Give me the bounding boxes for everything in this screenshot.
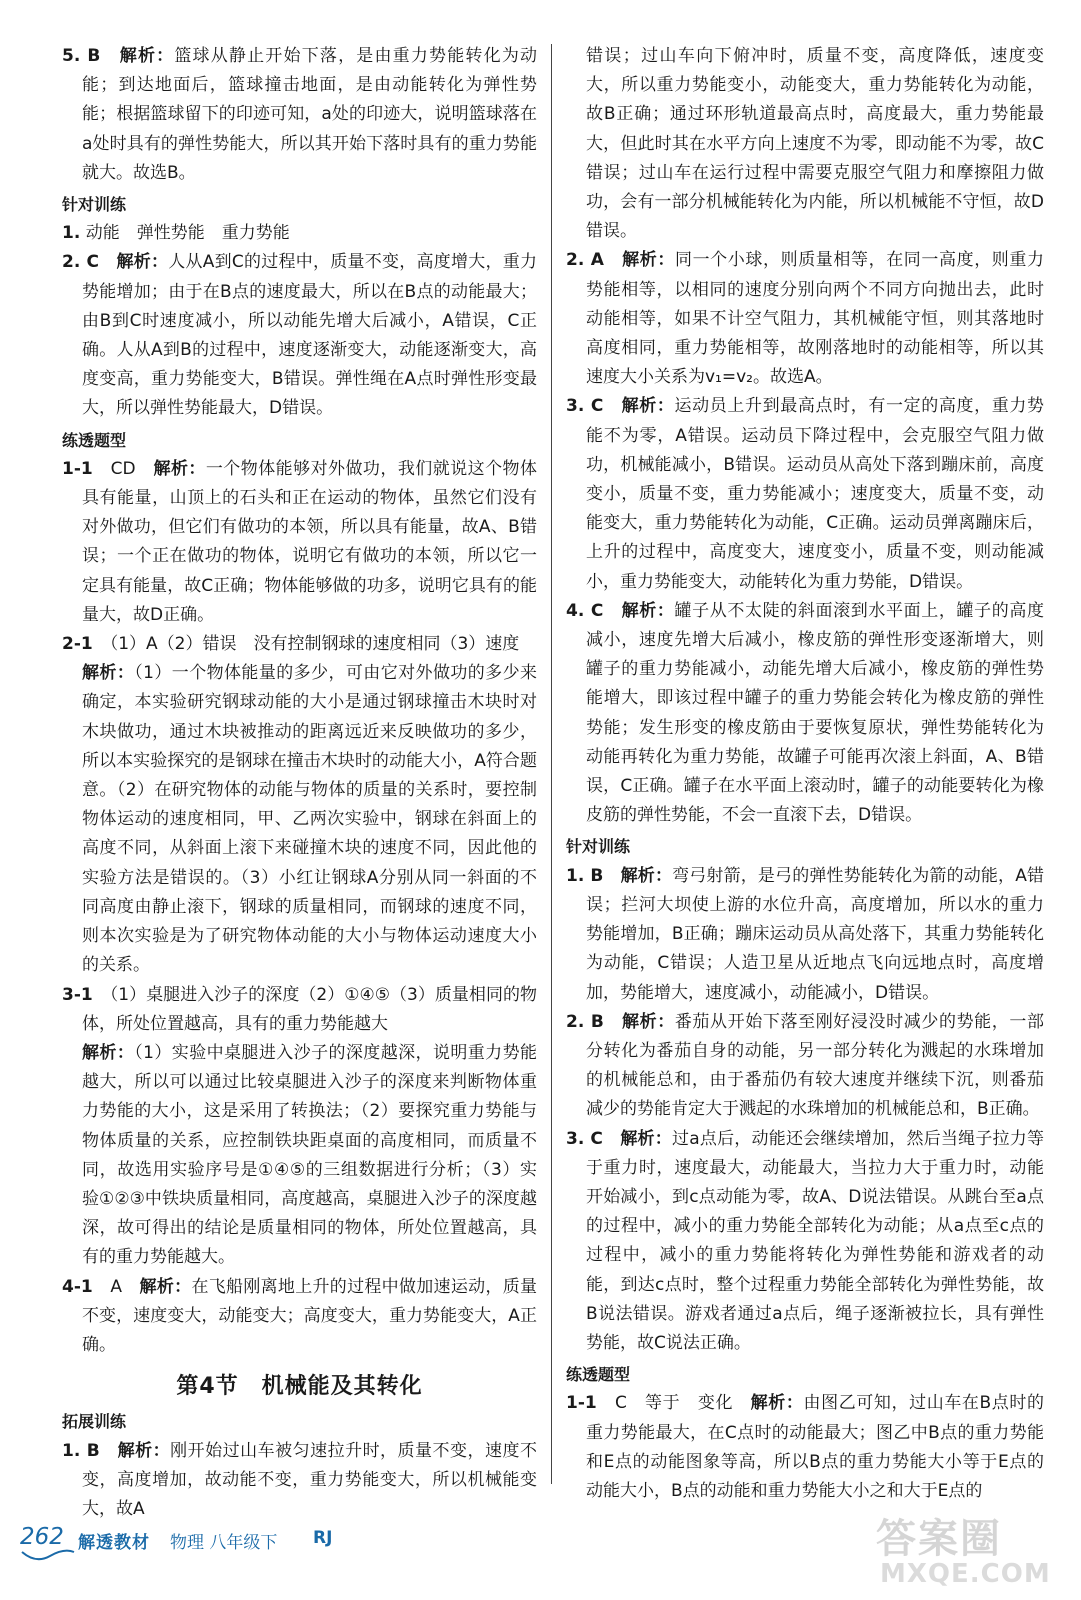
practice-item-2-1 bbox=[62, 630, 537, 659]
book-title: 解透教材 bbox=[78, 1533, 150, 1553]
extension-item-2 bbox=[566, 246, 1044, 392]
training-item-1 bbox=[62, 219, 537, 248]
page-number: 262 bbox=[20, 1524, 64, 1550]
section-heading-extension-training: 拓展训练 bbox=[62, 1412, 127, 1432]
training-item-3 bbox=[566, 1125, 1044, 1359]
section-heading-practice-types: 练透题型 bbox=[566, 1365, 631, 1385]
subject-grade: 物理 八年级下 bbox=[170, 1533, 278, 1553]
item-number: 4. C bbox=[566, 600, 604, 621]
right-column bbox=[566, 42, 1044, 1506]
item-number: 4-1 bbox=[62, 1276, 93, 1297]
training-item-2 bbox=[62, 248, 537, 423]
practice-item-1-1 bbox=[566, 1389, 1044, 1506]
answer-text: 动能 弹性势能 重力势能 bbox=[85, 223, 290, 244]
analysis-label: 解析： bbox=[620, 865, 673, 886]
watermark-url: MXQE.COM bbox=[880, 1559, 1051, 1589]
analysis-text: 刚开始过山车被匀速拉升时，质量不变，速度不变，高度增加，故动能不变，重力势能变大，所以机械能变大，故A bbox=[82, 1440, 538, 1519]
section-title: 第4节 机械能及其转化 bbox=[176, 1374, 423, 1400]
analysis-text: 番茄从开始下落至刚好浸没时减少的势能，一部分转化为番茄自身的动能，另一部分转化为溅起的水珠增加的机械能总和，由于番茄仍有较大速度并继续下沉，则番茄减少的势能肯定大于溅起的水珠增加的机械能总和，B正确。 bbox=[586, 1011, 1045, 1120]
analysis-text: 篮球从静止开始下落，是由重力势能转化为动能；到达地面后，篮球撞击地面，是由动能转化为弹性势能；根据篮球留下的印迹可知，a处的印迹大，说明篮球落在a处时具有的弹性势能大，所以其开始下落时具有的重力势能就大。故选B。 bbox=[82, 46, 538, 183]
analysis-text: 同一个小球，则质量相等，在同一高度，则重力势能相等，以相同的速度分别向两个不同方向抛出去，此时动能相等，如果不计空气阻力，其机械能守恒，则其落地时高度相同，重力势能相等，故刚落地时的动能相等，所以其速度大小关系为v₁=v₂。故选A。 bbox=[586, 250, 1045, 388]
analysis-label: 解析： bbox=[622, 250, 675, 271]
extension-item-1-continued: 错误；过山车向下俯冲时，质量不变，高度降低，速度变大，所以重力势能变小，动能变大，重力势能转化为动能，故B正确；通过环形轨道最高点时，高度最大，重力势能最大，但此时其在水平方向上速度不为零，即动能不为零，故C错误；过山车在运行过程中需要克服空气阻力和摩擦阻力做功，会有一部分机械能转化为内能，所以机械能不守恒，故D错误。 bbox=[586, 46, 1044, 242]
analysis-label: 解析： bbox=[621, 600, 675, 621]
training-item-1 bbox=[566, 862, 1044, 1008]
analysis-text: 人从A到C的过程中，质量不变，高度增大，重力势能增加；由于在B点的速度最大，所以在B点的动能最大；由B到C时速度减小，所以动能先增大后减小，A错误，C正确。人从A到B的过程中，速度逐渐变大，动能逐渐变大，高度变高，重力势能变大，B错误。弹性绳在A点时弹性形变最大，所以弹性势能最大，D错误。 bbox=[82, 252, 538, 419]
analysis-label: 解析： bbox=[622, 1011, 675, 1032]
item-number: 3-1 bbox=[62, 984, 93, 1005]
item-number: 1-1 bbox=[566, 1393, 597, 1414]
answer-text: A bbox=[110, 1276, 122, 1297]
item-number: 2. A bbox=[566, 250, 604, 271]
analysis-text: 运动员上升到最高点时，有一定的高度，重力势能不为零，A错误。运动员下降过程中，会克服空气阻力做功，机械能减小，B错误。运动员从高处下落到蹦床前，高度变小，质量不变，重力势能减小；速度变大，质量不变，动能变大，重力势能转化为动能，C正确。运动员弹离蹦床后，上升的过程中，高度变大，速度变小，质量不变，则动能减小，重力势能变大，动能转化为重力势能，D错误。 bbox=[586, 396, 1045, 592]
analysis-label: 解析： bbox=[117, 1440, 171, 1461]
analysis-text: 由图乙可知，过山车在B点时的重力势能最大，在C点时的动能最大；图乙中B点的重力势能和E点的动能图象等高，所以B点的重力势能大小等于E点的动能大小，B点的动能和重力势能大小之和大于E点的 bbox=[586, 1393, 1045, 1501]
watermark-logo bbox=[870, 1505, 1075, 1597]
analysis-label: 解析： bbox=[82, 1042, 135, 1063]
analysis-label: 解析： bbox=[153, 458, 206, 479]
answer-text: C 等于 变化 bbox=[614, 1393, 734, 1414]
answer-text: （1）A（2）错误 没有控制钢球的速度相同（3）速度 bbox=[109, 634, 520, 655]
practice-item-1-1 bbox=[62, 455, 537, 630]
analysis-label: 解析： bbox=[620, 1128, 672, 1149]
section-heading-practice-types: 练透题型 bbox=[62, 430, 127, 450]
answer-text: CD bbox=[110, 458, 136, 479]
analysis-text: 一个物体能够对外做功，我们就说这个物体具有能量，山顶上的石头和正在运动的物体，虽然它们没有对外做功，但它们有做功的本领，所以具有能量，故A、B错误；一个正在做功的物体，说明它有做功的本领，所以它一定具有能量，故C正确；物体能够做的功多，说明它具有的能量大，故D正确。 bbox=[82, 458, 538, 625]
analysis-text: （1）一个物体能量的多少，可由它对外做功的多少来确定，本实验研究钢球动能的大小是通过钢球撞击木块时对木块做功，通过木块被推动的距离远近来反映做功的多少，所以本实验探究的是钢球在撞击木块时的动能大小，A符合题意。（2）在研究物体的动能与物体的质量的关系时，要控制物体运动的速度相同，甲、乙两次实验中，钢球在斜面上的高度不同，从斜面上滚下来碰撞木块的速度不同，因此他的实验方法是错误的。（3）小红让钢球A分别从同一斜面的不同高度由静止滚下，钢球的质量相同，而钢球的速度不同，则本次实验是为了研究物体动能的大小与物体运动速度大小的关系。 bbox=[82, 663, 537, 976]
section-heading-targeted-training: 针对训练 bbox=[62, 195, 127, 215]
left-column bbox=[62, 42, 537, 1524]
analysis-label: 解析： bbox=[139, 1276, 192, 1297]
practice-item-2-1-analysis bbox=[62, 659, 537, 980]
item-number: 3. C bbox=[566, 1128, 603, 1149]
extension-item-3 bbox=[566, 392, 1044, 596]
item-number: 5. B bbox=[62, 46, 101, 66]
practice-item-3-1 bbox=[62, 981, 537, 1039]
watermark-text: 答案圈 bbox=[876, 1516, 1002, 1562]
analysis-label: 解析： bbox=[116, 252, 169, 273]
analysis-text: 过a点后，动能还会继续增加，然后当绳子拉力等于重力时，速度最大，动能最大，当拉力大于重力时，动能开始减小，到c点动能为零，故A、D说法错误。从跳台至a点的过程中，减小的重力势能全部转化为动能；从a点至c点的过程中，减小的重力势能将转化为弹性势能和游戏者的动能，到达c点时，整个过程重力势能全部转化为弹性势能，故B说法错误。游戏者通过a点后，绳子逐渐被拉长，具有弹性势能，故C说法正确。 bbox=[586, 1128, 1044, 1353]
answer-item-5 bbox=[62, 42, 537, 188]
answer-text: （1）桌腿进入沙子的深度（2）①④⑤（3）质量相同的物体，所处位置越高，具有的重力势能越大 bbox=[82, 984, 537, 1034]
item-number: 2. C bbox=[62, 252, 99, 273]
analysis-text: 弯弓射箭，是弓的弹性势能转化为箭的动能，A错误；拦河大坝使上游的水位升高，高度增加，所以水的重力势能增加，B正确；蹦床运动员从高处落下，其重力势能转化为动能，C错误；人造卫星从近地点飞向远地点时，高度增加，势能增大，速度减小，动能减小，D错误。 bbox=[586, 865, 1044, 1003]
item-number: 2-1 bbox=[62, 634, 93, 655]
practice-item-4-1 bbox=[62, 1273, 537, 1361]
edition-label: RJ bbox=[313, 1528, 333, 1548]
analysis-text: （1）实验中桌腿进入沙子的深度越深，说明重力势能越大，所以可以通过比较桌腿进入沙子的深度来判断物体重力势能的大小，这是采用了转换法；（2）要探究重力势能与物体质量的关系，应控制铁块距桌面的高度相同，而质量不同，故选用实验序号是①④⑤的三组数据进行分析；（3）实验①②③中铁块质量相同，高度越高，桌腿进入沙子的深度越深，故可得出的结论是质量相同的物体，所处位置越高，具有的重力势能越大。 bbox=[82, 1042, 537, 1268]
item-number: 1-1 bbox=[62, 458, 93, 479]
item-number: 2. B bbox=[566, 1011, 604, 1032]
extension-item-1 bbox=[62, 1437, 537, 1525]
analysis-text: 在飞船刚离地上升的过程中做加速运动，质量不变，速度变大，动能变大；高度变大，重力势能变大，A正确。 bbox=[82, 1276, 538, 1355]
item-number: 3. C bbox=[566, 396, 604, 417]
analysis-label: 解析： bbox=[750, 1393, 804, 1414]
item-number: 1. bbox=[62, 223, 81, 244]
analysis-label: 解析： bbox=[621, 396, 675, 417]
practice-item-3-1-analysis bbox=[62, 1039, 537, 1273]
column-divider bbox=[551, 44, 552, 1484]
extension-item-4 bbox=[566, 597, 1044, 831]
analysis-text: 罐子从不太陡的斜面滚到水平面上，罐子的高度减小，速度先增大后减小，橡皮筋的弹性形变逐渐增大，则罐子的重力势能减小，动能先增大后减小，橡皮筋的弹性势能增大，即该过程中罐子的重力势能会转化为橡皮筋的弹性势能；发生形变的橡皮筋由于要恢复原状，弹性势能转化为动能再转化为重力势能，故罐子可能再次滚上斜面，A、B错误，C正确。罐子在水平面上滚动时，罐子的动能要转化为橡皮筋的弹性势能，不会一直滚下去，D错误。 bbox=[586, 600, 1045, 826]
training-item-2 bbox=[566, 1008, 1044, 1125]
wave-decoration-icon bbox=[20, 1548, 76, 1562]
section-heading-targeted-training: 针对训练 bbox=[566, 837, 631, 857]
analysis-label: 解析： bbox=[82, 663, 135, 684]
analysis-label: 解析： bbox=[119, 46, 175, 66]
item-number: 1. B bbox=[566, 865, 604, 886]
item-number: 1. B bbox=[62, 1440, 100, 1461]
